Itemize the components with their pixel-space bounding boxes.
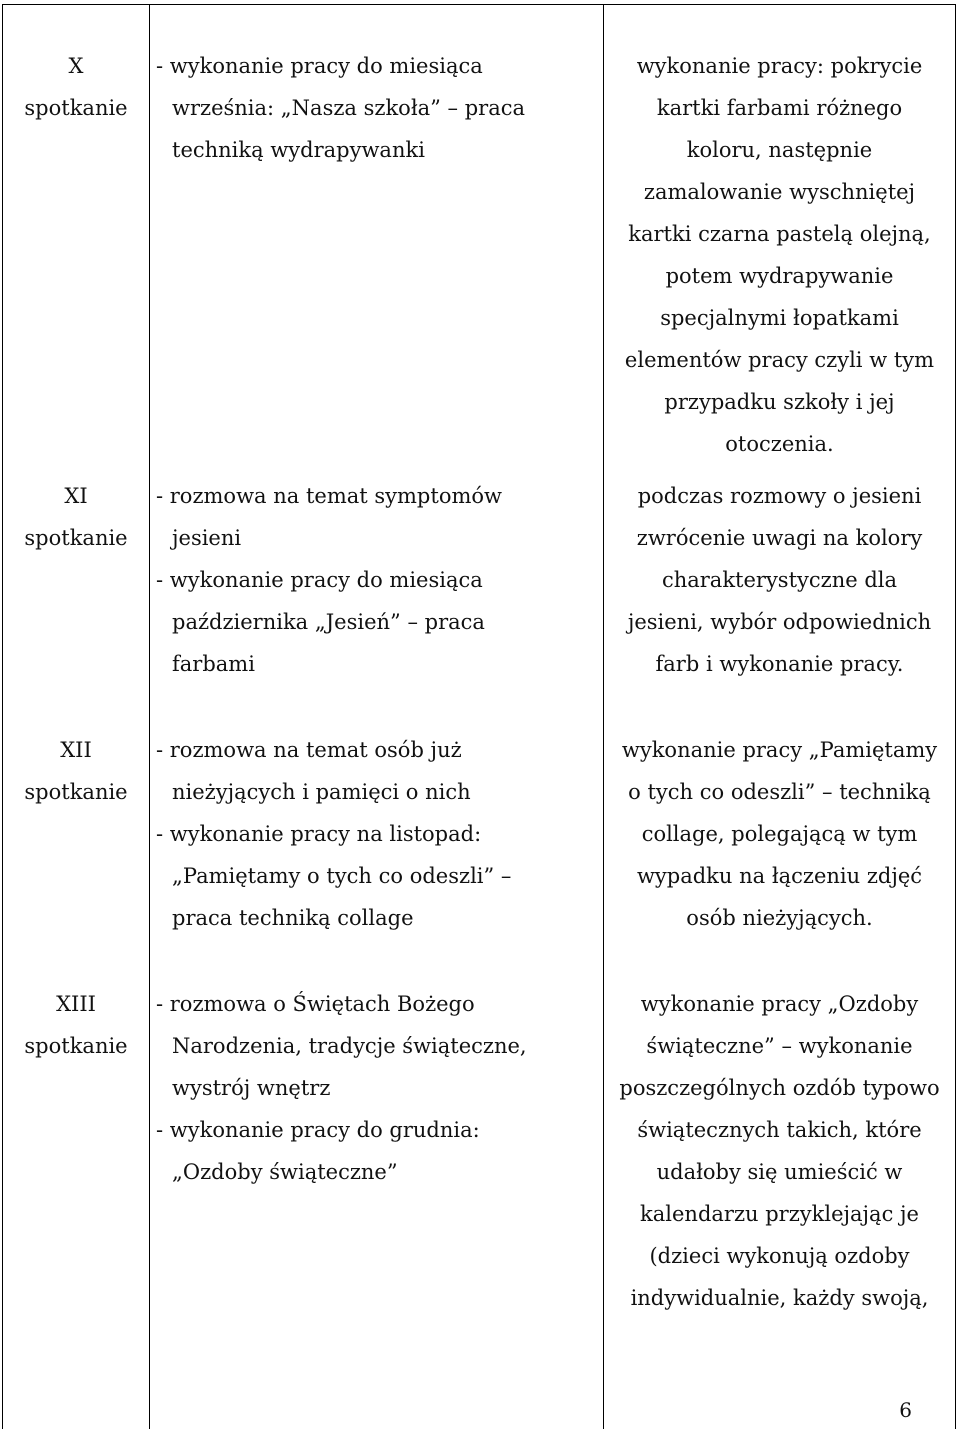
description-line: przypadku szkoły i jej [604, 381, 955, 423]
description-line: kartki farbami różnego [604, 87, 955, 129]
meeting-label: spotkanie [3, 87, 149, 129]
meeting-label: spotkanie [3, 517, 149, 559]
meeting-cell [3, 475, 149, 729]
tasks-cell [156, 475, 603, 729]
task-line: - rozmowa na temat osób już [156, 729, 603, 771]
task-line: października „Jesień” – praca [156, 601, 603, 643]
description-cell [604, 983, 955, 1383]
page-number: 6 [899, 1398, 912, 1422]
task-item [156, 475, 603, 559]
task-line: września: „Nasza szkoła” – praca [156, 87, 603, 129]
meeting-label: XIII [3, 983, 149, 1025]
description-line: podczas rozmowy o jesieni [604, 475, 955, 517]
description-cell [604, 475, 955, 729]
description-line: specjalnymi łopatkami [604, 297, 955, 339]
meeting-cell [3, 729, 149, 983]
meeting-label: X [3, 45, 149, 87]
meeting-cell [3, 983, 149, 1383]
description-line: wypadku na łączeniu zdjęć [604, 855, 955, 897]
task-item [156, 729, 603, 813]
task-line: - wykonanie pracy do grudnia: [156, 1109, 603, 1151]
column-meeting [3, 5, 150, 1429]
description-line: świąteczne” – wykonanie [604, 1025, 955, 1067]
task-item [156, 45, 603, 171]
task-line: - wykonanie pracy do miesiąca [156, 45, 603, 87]
task-line: - wykonanie pracy do miesiąca [156, 559, 603, 601]
task-line: „Ozdoby świąteczne” [156, 1151, 603, 1193]
description-line: świątecznych takich, które [604, 1109, 955, 1151]
description-line: zwrócenie uwagi na kolory [604, 517, 955, 559]
meeting-label: spotkanie [3, 1025, 149, 1067]
task-line: - rozmowa o Świętach Bożego [156, 983, 603, 1025]
description-cell [604, 729, 955, 983]
description-line: otoczenia. [604, 423, 955, 465]
description-line: (dzieci wykonują ozdoby [604, 1235, 955, 1277]
column-description [604, 5, 956, 1429]
meeting-cell [3, 5, 149, 475]
description-line: osób nieżyjących. [604, 897, 955, 939]
description-line: koloru, następnie [604, 129, 955, 171]
task-line: Narodzenia, tradycje świąteczne, [156, 1025, 603, 1067]
description-line: poszczególnych ozdób typowo [604, 1067, 955, 1109]
description-line: wykonanie pracy „Pamiętamy [604, 729, 955, 771]
lesson-plan-table [2, 4, 956, 1429]
task-line: „Pamiętamy o tych co odeszli” – [156, 855, 603, 897]
task-line: - rozmowa na temat symptomów [156, 475, 603, 517]
description-line: wykonanie pracy „Ozdoby [604, 983, 955, 1025]
task-line: - wykonanie pracy na listopad: [156, 813, 603, 855]
description-line: elementów pracy czyli w tym [604, 339, 955, 381]
description-line: collage, polegającą w tym [604, 813, 955, 855]
task-item [156, 983, 603, 1109]
tasks-cell [156, 729, 603, 983]
description-line: jesieni, wybór odpowiednich [604, 601, 955, 643]
description-line: kalendarzu przyklejając je [604, 1193, 955, 1235]
meeting-label: spotkanie [3, 771, 149, 813]
tasks-cell [156, 5, 603, 475]
description-line: potem wydrapywanie [604, 255, 955, 297]
description-line: farb i wykonanie pracy. [604, 643, 955, 685]
task-line: jesieni [156, 517, 603, 559]
description-line: kartki czarna pastelą olejną, [604, 213, 955, 255]
description-line: indywidualnie, każdy swoją, [604, 1277, 955, 1319]
meeting-label: XI [3, 475, 149, 517]
task-line: wystrój wnętrz [156, 1067, 603, 1109]
task-line: praca techniką collage [156, 897, 603, 939]
column-tasks [150, 5, 604, 1429]
meeting-label: XII [3, 729, 149, 771]
table-body-row [3, 5, 956, 1429]
task-line: farbami [156, 643, 603, 685]
description-line: wykonanie pracy: pokrycie [604, 45, 955, 87]
task-line: nieżyjących i pamięci o nich [156, 771, 603, 813]
description-cell [604, 5, 955, 475]
description-line: zamalowanie wyschniętej [604, 171, 955, 213]
task-item [156, 1109, 603, 1193]
task-item [156, 813, 603, 939]
description-line: udałoby się umieścić w [604, 1151, 955, 1193]
description-line: o tych co odeszli” – techniką [604, 771, 955, 813]
tasks-cell [156, 983, 603, 1383]
description-line: charakterystyczne dla [604, 559, 955, 601]
task-line: techniką wydrapywanki [156, 129, 603, 171]
task-item [156, 559, 603, 685]
